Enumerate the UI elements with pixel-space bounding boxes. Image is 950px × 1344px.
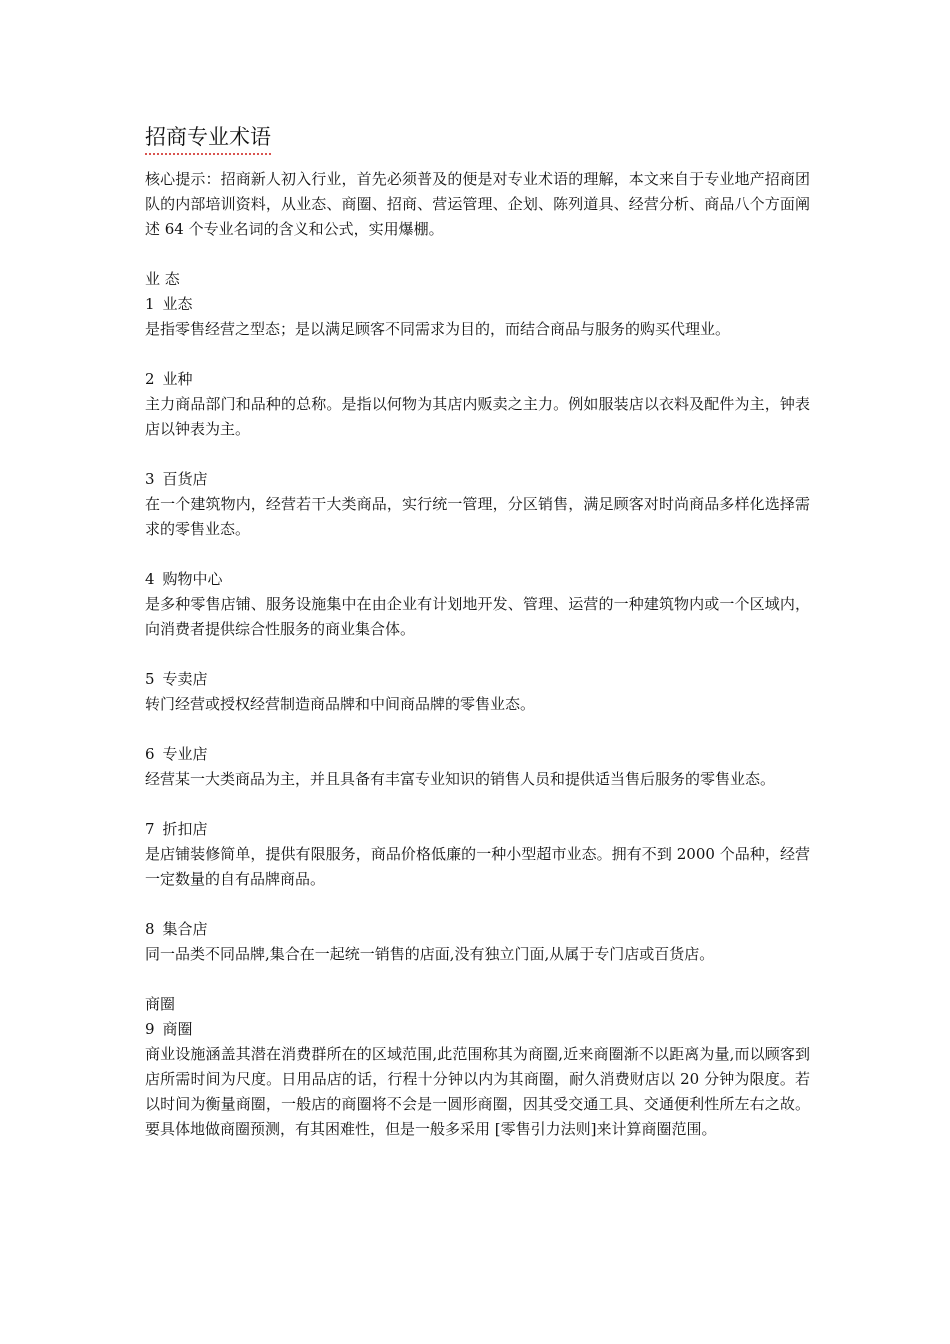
term-entry [145,742,810,792]
term-heading [145,367,810,392]
term-number: 7 [145,820,155,838]
term-name: 业种 [162,370,193,388]
term-entry [145,467,810,542]
term-name: 购物中心 [162,570,223,588]
term-name: 折扣店 [162,820,208,838]
document-title: 招商专业术语 [145,122,271,155]
term-number: 4 [145,570,155,588]
term-description: 主力商品部门和品种的总称。是指以何物为其店内贩卖之主力。例如服装店以衣料及配件为主，钟表店以钟表为主。 [145,395,810,438]
document-page [145,122,810,1142]
term-heading [145,667,810,692]
term-number: 1 [145,295,155,313]
term-entry [145,1017,810,1142]
term-entry [145,367,810,442]
section-heading: 业 态 [145,270,180,288]
term-heading [145,567,810,592]
term-heading [145,1017,810,1042]
term-description: 同一品类不同品牌,集合在一起统一销售的店面,没有独立门面,从属于专门店或百货店。 [145,945,715,963]
term-description: 是店铺装修简单，提供有限服务，商品价格低廉的一种小型超市业态。拥有不到 2000 个品种，经营一定数量的自有品牌商品。 [145,845,810,888]
term-number: 2 [145,370,155,388]
term-number: 6 [145,745,155,763]
intro-paragraph: 核心提示：招商新人初入行业，首先必须普及的便是对专业术语的理解，本文来自于专业地产招商团队的内部培训资料，从业态、商圈、招商、营运管理、企划、陈列道具、经营分析、商品八个方面阐述 64 个专业名词的含义和公式，实用爆棚。 [145,170,810,238]
term-name: 集合店 [162,920,208,938]
term-description: 在一个建筑物内，经营若干大类商品，实行统一管理，分区销售，满足顾客对时尚商品多样化选择需求的零售业态。 [145,495,810,538]
term-heading [145,817,810,842]
term-number: 5 [145,670,155,688]
term-description: 经营某一大类商品为主，并且具备有丰富专业知识的销售人员和提供适当售后服务的零售业态。 [145,770,776,788]
term-name: 专业店 [162,745,208,763]
term-number: 9 [145,1020,155,1038]
term-heading [145,917,810,942]
term-description: 商业设施涵盖其潜在消费群所在的区域范围,此范围称其为商圈,近来商圈渐不以距离为量,而以顾客到店所需时间为尺度。日用品店的话，行程十分钟以内为其商圈，耐久消费财店以 20 分钟为限度。若以时间为衡量商圈，一般店的商圈将不会是一圆形商圈，因其受交通工具、交通便利性所左右之故。要具体地做商圈预测，有其困难性，但是一般多采用 [零售引力法则]来计算商圈范围。 [145,1045,810,1138]
term-heading [145,292,810,317]
term-entry [145,817,810,892]
term-number: 3 [145,470,155,488]
term-description: 转门经营或授权经营制造商品牌和中间商品牌的零售业态。 [145,695,536,713]
term-number: 8 [145,920,155,938]
term-name: 商圈 [162,1020,193,1038]
term-description: 是多种零售店铺、服务设施集中在由企业有计划地开发、管理、运营的一种建筑物内或一个区域内，向消费者提供综合性服务的商业集合体。 [145,595,810,638]
term-entry [145,667,810,717]
section-business-format [145,267,810,967]
term-heading [145,742,810,767]
term-name: 专卖店 [162,670,208,688]
term-name: 百货店 [162,470,208,488]
term-entry [145,292,810,342]
term-name: 业态 [162,295,193,313]
term-entry [145,567,810,642]
term-description: 是指零售经营之型态；是以满足顾客不同需求为目的，而结合商品与服务的购买代理业。 [145,320,731,338]
section-trade-area [145,992,810,1142]
term-entry [145,917,810,967]
term-heading [145,467,810,492]
section-heading: 商圈 [145,995,176,1013]
